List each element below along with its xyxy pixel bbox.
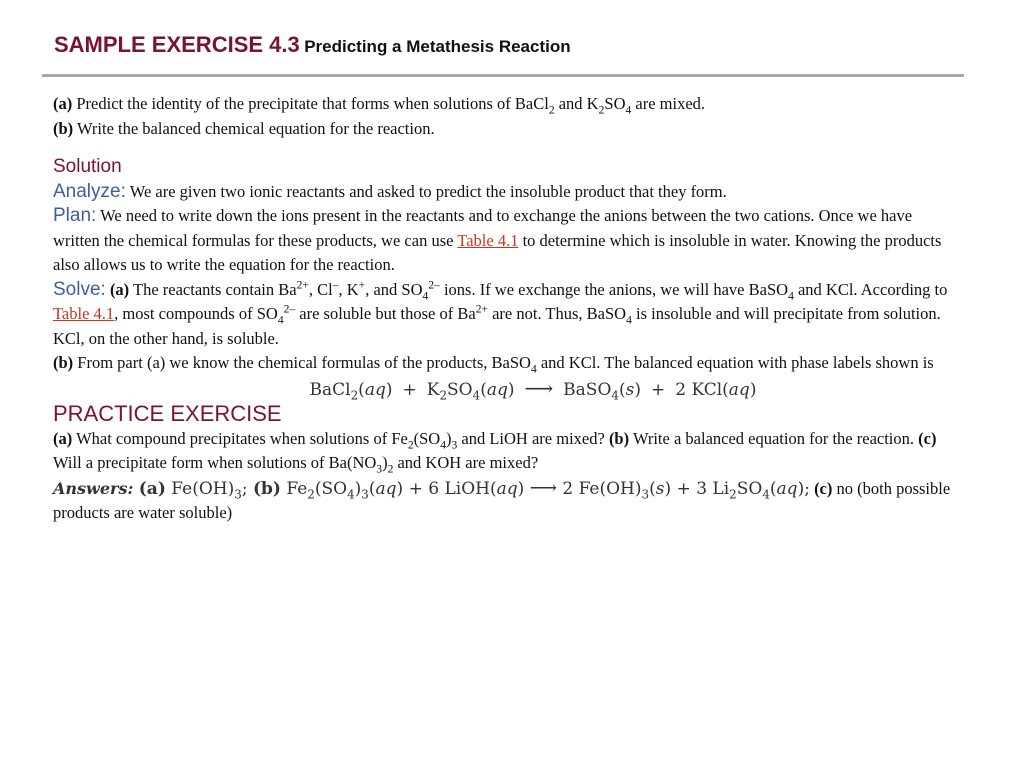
subscript: 4 [762,486,770,501]
plus-sign: + [650,379,666,400]
subscript: 4 [422,289,429,302]
practice-text-part: (SO [413,428,441,448]
solve-text: , most compounds of SO [114,304,278,323]
subscript: 4 [788,289,794,302]
subscript: 2 [439,387,448,402]
phase-label: aq [375,478,397,499]
answer-c-text: no (both possible products are water soluble) [53,478,951,522]
superscript: 2– [428,279,440,291]
title-main: SAMPLE EXERCISE 4.3 [54,32,300,57]
eq-term: SO [736,478,763,499]
plus-sign: + [408,478,423,499]
subscript: 2 [548,104,555,117]
question-a-text: SO [604,94,626,113]
phase-label: aq [496,478,518,499]
solve-label: Solve: [53,278,106,300]
superscript: 2– [283,303,296,316]
practice-a-label: (a) [53,428,73,448]
question-b-text: Write the balanced chemical equation for the reaction. [77,118,435,138]
eq-term: ; [804,478,810,499]
question-b-label: (b) [53,118,74,138]
subscript: 4 [472,387,481,402]
balanced-equation: BaCl$_2$(aq) + $K_2SO_4(aq)$ ⟶ BaSO$_4$(s) + 2 KCl(aq) [309,375,757,402]
eq-term: 3 Li [696,478,730,499]
practice-b-label: (b) [608,428,630,448]
superscript: 2+ [296,279,309,291]
solve-text: From part (a) we know the chemical formulas of the products, BaSO [77,353,531,372]
solve-text: The reactants contain Ba [133,279,297,299]
solution-heading: Solution [53,156,122,177]
eq-term: ; [241,478,248,499]
plan-paragraph [53,204,953,278]
analyze-paragraph [53,180,953,205]
phase-label: aq [364,379,386,400]
phase-label: s [625,379,635,400]
eq-term: Fe [286,478,308,499]
eq-term: 2 Fe(OH) [562,478,642,499]
answers-equation: (a) $Fe(OH)_3$; (b) $Fe_2(SO_4)_3(aq) + 6$ LiOH(aq) ⟶ 2 $Fe(OH)_3(s) + 3$ $Li_2SO_4(aq)$; [138,476,810,501]
solve-b-label: (b) [53,353,74,372]
plan-text: to determine which is insoluble in water. Knowing the products also allows us to write the equation for the reaction. [53,230,942,274]
analyze-text: We are given two ionic reactants and asked to predict the insoluble product that they form. [129,181,727,201]
question-a [53,92,953,117]
superscript: + [358,279,366,291]
solve-text: , K [338,279,359,299]
superscript: – [332,279,339,291]
subscript: 4 [440,438,446,451]
subscript: 2 [598,104,605,117]
answer-c-label: (c) [814,478,833,498]
page-title [54,32,571,58]
solve-text: and KCl. The balanced equation with phase labels shown is [536,353,934,372]
solve-text: and KCl. According to [793,279,948,299]
phase-label: aq [486,379,508,400]
subscript: 4 [625,104,632,117]
solve-text: ions. If we exchange the anions, we will have BaSO [439,279,789,299]
plan-text: We need to write down the ions present in the reactants and to exchange the anions between the two cations. Once we have written the chemical formulas for these products, we can use [53,206,913,250]
answer-b-label: (b) [252,478,281,499]
phase-label: aq [728,379,750,400]
content-body [53,92,953,526]
subscript: 2 [307,486,315,501]
eq-term: ) [354,478,362,499]
solve-a-label: (a) [109,279,130,299]
eq-term: (SO [314,478,348,499]
practice-c-label: (c) [918,428,937,448]
subscript: 2 [387,463,394,476]
subscript: 4 [530,363,537,376]
subscript: 3 [376,463,383,476]
eq-term: 6 LiOH [428,478,490,499]
phase-label: s [655,478,665,499]
subscript: 3 [451,438,458,451]
subscript: 2 [350,387,359,402]
answers [53,476,953,526]
phase-label: aq [776,478,798,499]
solve-b-paragraph [53,351,953,376]
plan-label: Plan: [53,205,97,226]
practice-heading: PRACTICE EXERCISE [53,401,282,426]
subscript: 4 [626,314,632,327]
practice-text-part: ) [446,428,452,448]
eq-term: BaCl [309,379,351,400]
question-a-text: and K [554,94,599,113]
subscript: 4 [277,314,284,327]
reaction-arrow: ⟶ [524,375,554,400]
eq-term: 2 KCl [675,379,723,400]
solve-a-paragraph [53,278,953,352]
title-divider [42,74,964,77]
plus-sign: + [402,379,417,400]
practice-text-part: ) [382,453,388,472]
subscript: 4 [611,387,619,402]
subscript: 3 [234,486,242,501]
subscript: 4 [347,486,355,501]
practice-text-part: Write a balanced equation for the reaction. [632,428,919,448]
answers-label: Answers: [53,478,134,498]
subscript: 2 [407,438,414,451]
question-b [53,117,953,142]
eq-term: Fe(OH) [171,478,235,499]
question-a-label: (a) [53,94,73,113]
solve-text: are not. Thus, BaSO [487,304,627,323]
practice-text-part: and KOH are mixed? [393,453,539,472]
plus-sign: + [676,478,691,499]
practice-text [53,427,953,476]
eq-term: SO [447,379,473,400]
table-4-1-link[interactable]: Table 4.1 [457,230,519,250]
answer-a-label: (a) [138,478,166,499]
subscript: 3 [641,486,650,501]
subscript: 3 [361,486,369,501]
table-4-1-link[interactable]: Table 4.1 [53,304,115,323]
eq-term: K [426,379,440,400]
practice-text-part: and LiOH are mixed? [457,428,609,448]
eq-term: BaSO [563,379,612,400]
practice-text-part: What compound precipitates when solutions of Fe [76,428,408,448]
question-a-text: Predict the identity of the precipitate that forms when solutions of BaCl [76,94,549,113]
solve-text: , Cl [308,279,333,299]
solve-text: is insoluble and will precipitate from solution. KCl, on the other hand, is soluble. [53,304,941,348]
practice-text-part: Will a precipitate form when solutions of Ba(NO [53,453,377,472]
solve-text: , and SO [365,279,423,299]
question-a-text: are mixed. [631,94,706,113]
superscript: 2+ [475,303,488,316]
subscript: 2 [729,486,737,501]
analyze-label: Analyze: [53,180,126,202]
title-sub: Predicting a Metathesis Reaction [304,37,571,56]
solve-text: are soluble but those of Ba [295,304,476,323]
reaction-arrow: ⟶ [529,476,557,499]
